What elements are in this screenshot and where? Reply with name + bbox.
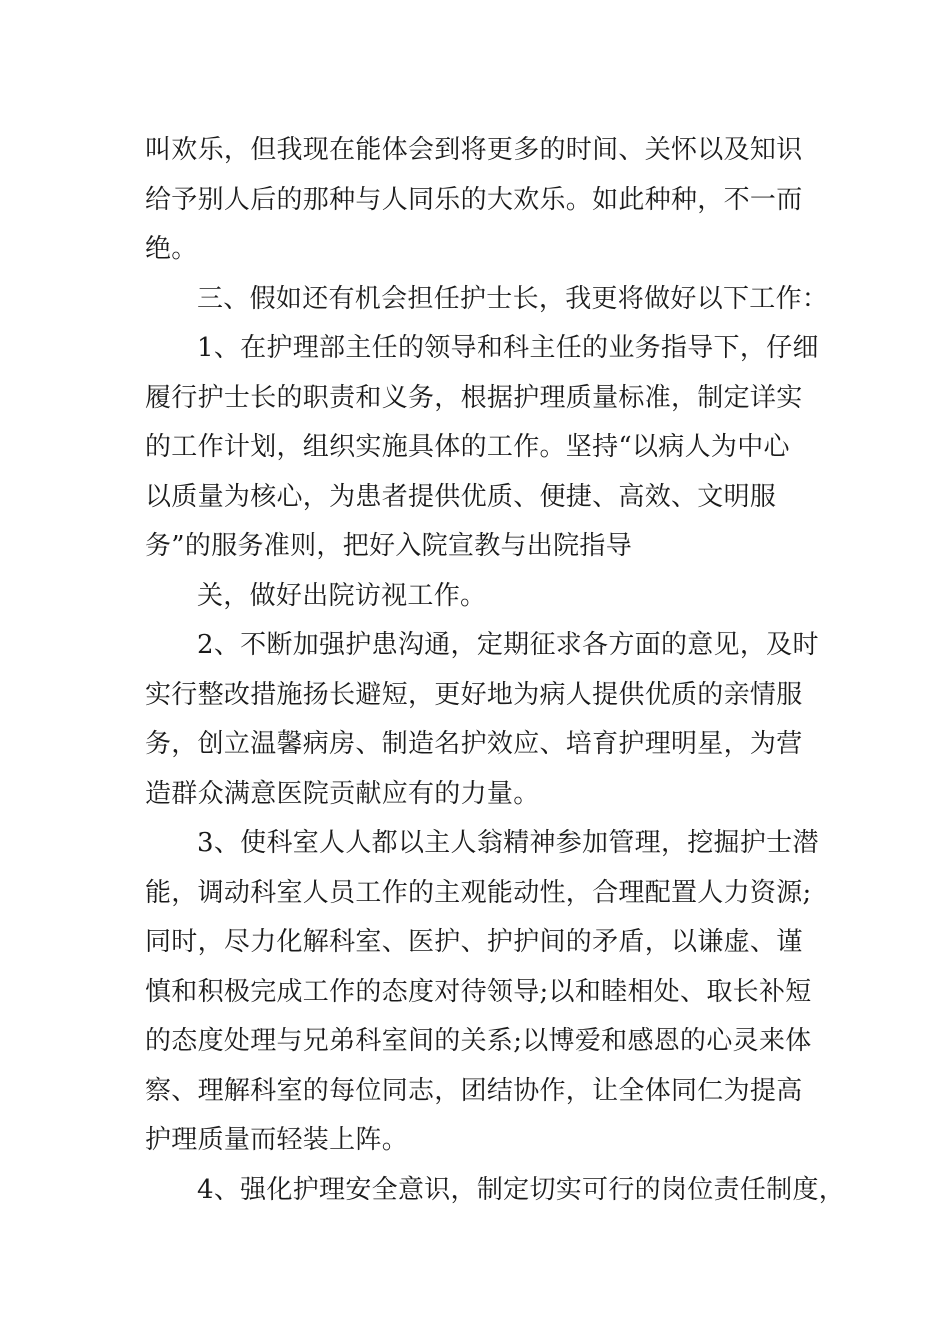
text-line: 以质量为核心，为患者提供优质、便捷、高效、文明服 [145, 481, 777, 512]
text-line: 1、在护理部主任的领导和科主任的业务指导下，仔细 [197, 333, 819, 363]
text-line: 护理质量而轻装上阵。 [145, 1125, 409, 1155]
text-line: 关，做好出院访视工作。 [197, 580, 487, 611]
text-line: 慎和积极完成工作的态度对待领导;以和睦相处、取长补短 [145, 976, 812, 1007]
body-text [145, 126, 846, 1215]
text-line: 实行整改措施扬长避短，更好地为病人提供优质的亲情服 [145, 679, 803, 710]
text-line: 同时，尽力化解科室、医护、护护间的矛盾，以谦虚、谨 [145, 927, 803, 957]
text-line: 2、不断加强护患沟通，定期征求各方面的意见，及时 [197, 630, 819, 660]
text-line: 绝。 [145, 234, 198, 264]
text-line: 叫欢乐，但我现在能体会到将更多的时间、关怀以及知识 [145, 135, 803, 165]
text-line: 的态度处理与兄弟科室间的关系;以博爱和感恩的心灵来体 [145, 1026, 812, 1056]
text-line: 务”的服务准则，把好入院宣教与出院指导 [145, 531, 632, 561]
text-line: 察、理解科室的每位同志，团结协作，让全体同仁为提高 [145, 1075, 803, 1106]
text-line: 4、强化护理安全意识，制定切实可行的岗位责任制度， [197, 1174, 846, 1205]
text-line: 履行护士长的职责和义务，根据护理质量标准，制定详实 [145, 382, 803, 413]
text-line: 3、使科室人人都以主人翁精神参加管理，挖掘护士潜 [197, 828, 819, 858]
text-line: 务，创立温馨病房、制造名护效应、培育护理明星，为营 [145, 729, 803, 759]
text-line: 造群众满意医院贡献应有的力量。 [145, 778, 540, 809]
text-line: 能，调动科室人员工作的主观能动性，合理配置人力资源; [145, 877, 812, 908]
text-line: 给予别人后的那种与人同乐的大欢乐。如此种种，不一而 [145, 184, 803, 215]
text-line: 的工作计划，组织实施具体的工作。坚持“以病人为中心 [145, 432, 790, 462]
text-line: 三、假如还有机会担任护士长，我更将做好以下工作： [197, 283, 829, 314]
